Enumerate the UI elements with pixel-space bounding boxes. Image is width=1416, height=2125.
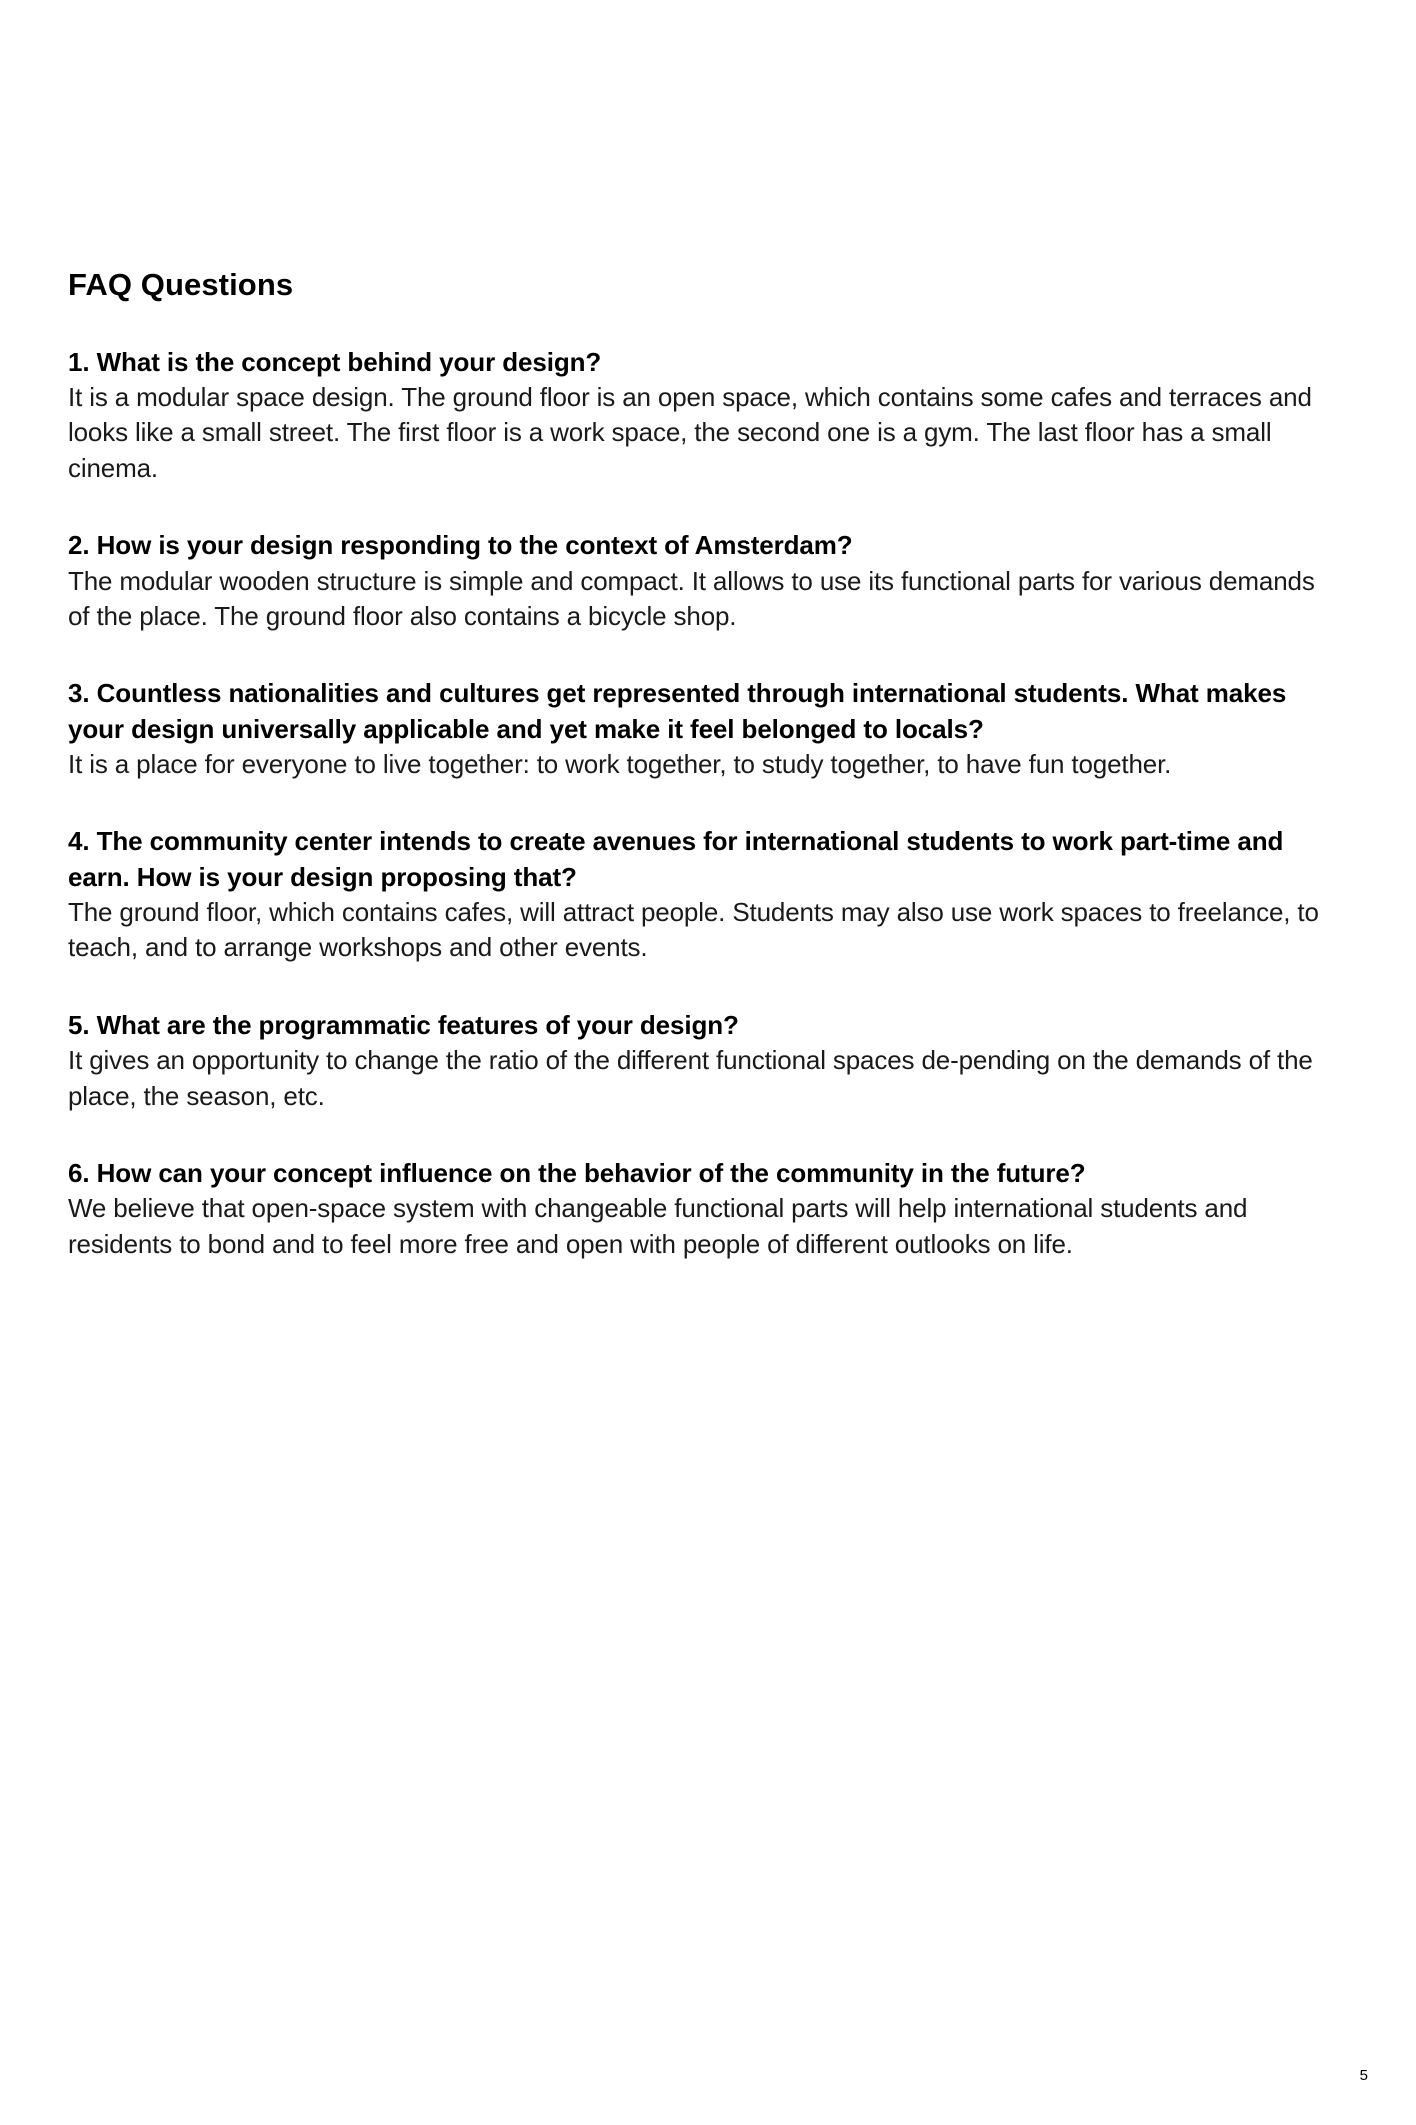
faq-item-2 <box>68 528 1336 634</box>
faq-item-4 <box>68 824 1336 965</box>
page-content <box>68 266 1336 1262</box>
faq-question-5: 5. What are the programmatic features of your design? <box>68 1009 739 1040</box>
faq-answer-2: The modular wooden structure is simple and compact. It allows to use its functional parts for various demands of the place. The ground floor also contains a bicycle shop. <box>68 565 1315 631</box>
faq-item-6 <box>68 1156 1336 1262</box>
faq-question-3: 3. Countless nationalities and cultures get represented through international students. What makes your design universally applicable and yet make it feel belonged to locals? <box>68 678 1287 744</box>
faq-question-1: 1. What is the concept behind your design? <box>68 346 602 377</box>
faq-answer-1: It is a modular space design. The ground floor is an open space, which contains some cafes and terraces and looks like a small street. The first floor is a work space, the second one is a gym. The last floor has a small cinema. <box>68 382 1312 483</box>
faq-answer-3: It is a place for everyone to live together: to work together, to study together, to have fun together. <box>68 748 1172 779</box>
page-title: FAQ Questions <box>68 267 294 302</box>
faq-item-1 <box>68 345 1336 486</box>
faq-item-3 <box>68 676 1336 782</box>
faq-answer-5: It gives an opportunity to change the ratio of the different functional spaces de-pending on the demands of the place, the season, etc. <box>68 1045 1313 1111</box>
faq-question-2: 2. How is your design responding to the context of Amsterdam? <box>68 530 853 561</box>
faq-answer-4: The ground floor, which contains cafes, will attract people. Students may also use work spaces to freelance, to teach, and to arrange workshops and other events. <box>68 897 1319 963</box>
faq-item-5 <box>68 1008 1336 1114</box>
faq-question-6: 6. How can your concept influence on the behavior of the community in the future? <box>68 1157 1086 1188</box>
page-number: 5 <box>1359 2067 1368 2084</box>
faq-question-4: 4. The community center intends to create avenues for international students to work part-time and earn. How is your design proposing that? <box>68 826 1284 892</box>
faq-answer-6: We believe that open-space system with changeable functional parts will help international students and residents to bond and to feel more free and open with people of different outlooks on life. <box>68 1193 1248 1259</box>
